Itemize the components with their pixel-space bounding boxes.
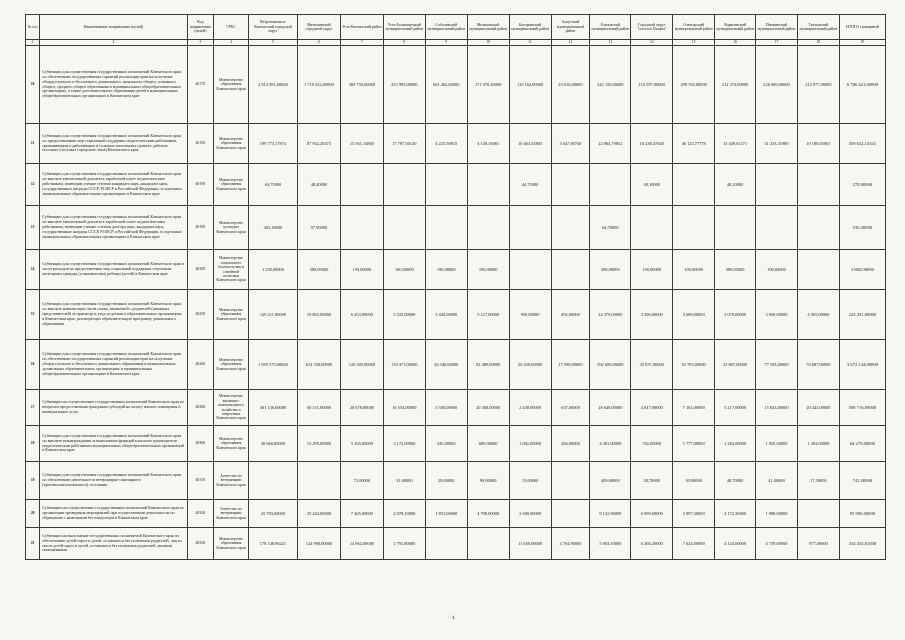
row-grbs: Министерство образования Камчатского края	[214, 290, 249, 340]
table-row	[26, 46, 886, 124]
row-number: 18	[26, 426, 40, 462]
value-cell	[756, 206, 798, 250]
value-cell: 48,10000	[715, 164, 756, 206]
value-cell: 199 773,17874	[248, 124, 297, 164]
budget-table	[25, 14, 886, 560]
table-row	[26, 462, 886, 500]
value-cell: 3 525,00000	[383, 290, 425, 340]
value-cell: 17 590,00000	[551, 340, 590, 390]
row-purpose: Субвенции для осуществления государственных полномочий Камчатского края по выплате вознаграждения за выполнение функций классного руководителя педагогическим работникам муниципальных общеобразовательных организаций в Камчатском крае	[40, 426, 187, 462]
value-cell: 31,00000	[383, 462, 425, 500]
row-purpose: Субвенции для осуществления государственных полномочий Камчатского края по обеспечению государственных гарантий реализации прав на получение общедоступного и бесплатного дошкольного образования в муниципальных дошкольных образовательных организациях и муниципальных общеобразовательных организациях в Камчатском крае	[40, 340, 187, 390]
value-cell: 13 449,61371	[715, 124, 756, 164]
value-cell: 4 149,16081	[467, 124, 509, 164]
table-body	[26, 46, 886, 560]
column-header: Тигильский муниципальный район	[797, 15, 839, 40]
value-cell: 1 777,00000	[673, 426, 715, 462]
value-cell	[673, 206, 715, 250]
value-cell: 82 480,00000	[467, 340, 509, 390]
value-cell: 3 672 144,00000	[839, 340, 885, 390]
value-cell	[340, 164, 383, 206]
value-cell: 5 217,00000	[715, 390, 756, 426]
table-row	[26, 426, 886, 462]
table-row	[26, 340, 886, 390]
value-cell: 1 002,00000	[509, 426, 551, 462]
value-cell: 25 783,00000	[248, 500, 297, 528]
column-header: Карагинский муниципальный район	[715, 15, 756, 40]
value-cell: 190,00000	[756, 250, 798, 290]
value-cell: 223 451,00000	[839, 290, 885, 340]
value-cell: 19 865,00000	[297, 290, 340, 340]
value-cell: 190,00000	[383, 250, 425, 290]
value-cell: 226 689,00000	[756, 46, 798, 124]
value-cell: 5 803,10000	[590, 528, 631, 560]
value-cell: 28,70000	[631, 462, 673, 500]
value-cell: 72,00000	[340, 462, 383, 500]
value-cell: 977,00000	[797, 528, 839, 560]
value-cell: 7 161,00000	[673, 390, 715, 426]
value-cell: 63 783,00000	[673, 340, 715, 390]
row-purpose: Субвенции для осуществления государственных полномочий Камчатского края по выплате ежемесячной доплаты к заработной плате педагогическим работникам, имеющим ученые степени доктора наук, кандидата наук, государственные награды СССР, РСФСР и Российской Федерации, в отдельных муниципальных образовательных организациях в Камчатском крае	[40, 206, 187, 250]
value-cell: 689,00000	[467, 426, 509, 462]
value-cell: 24 379,00000	[590, 290, 631, 340]
value-cell	[797, 250, 839, 290]
value-cell: 4 798,00000	[467, 500, 509, 528]
value-cell	[756, 164, 798, 206]
value-cell: 31 233,31980	[756, 124, 798, 164]
value-cell: 30 660,00000	[248, 426, 297, 462]
row-purpose: Субвенции на осуществление государственных полномочий Камчатского края по вопросам предоставления гражданам субсидий на оплату жилого помещения и коммунальных услуг	[40, 390, 187, 426]
row-purpose: Субвенции на осуществление государственных полномочий Камчатского края по организации проведения мероприятий при осуществлении деятельности по обращению с животными без владельцев в Камчатском крае	[40, 500, 187, 528]
value-cell	[467, 164, 509, 206]
row-purpose: Субвенции для осуществления государственных полномочий Камчатского края по выплате компенсации части платы, взимаемой с родителей (законных представителей) за присмотр и уход за детьми в образовательных организациях в Камчатском крае, реализующих образовательную программу дошкольного образования	[40, 290, 187, 340]
column-number: 7	[340, 40, 383, 46]
value-cell: 2 097,30000	[673, 500, 715, 528]
value-cell: 4 078,10000	[383, 500, 425, 528]
value-cell: 8 132,96000	[590, 500, 631, 528]
value-cell: 212 977,00000	[797, 46, 839, 124]
value-cell: 17 787,50140	[383, 124, 425, 164]
row-grbs: Министерство образования Камчатского края	[214, 426, 249, 462]
value-cell: 4 047,00000	[631, 390, 673, 426]
value-cell: 402,30000	[248, 206, 297, 250]
value-cell: 7 465,00000	[340, 500, 383, 528]
value-cell: 1 995 579,00000	[248, 340, 297, 390]
value-cell: 119 471,00000	[383, 340, 425, 390]
value-cell: 87 932,20475	[297, 124, 340, 164]
value-cell: 48,40000	[297, 164, 340, 206]
row-purpose: Субвенции для осуществления государственных полномочий Камчатского края по выплате ежемесячной доплаты к заработной плате педагогическим работникам, имеющим ученые степени кандидата наук, кандидата наук, государственных награды СССР, РСФСР и Российской Федерации, в отдельных муниципальных образовательных организациях в Камчатском крае	[40, 164, 187, 206]
value-cell: 60 131,00000	[297, 390, 340, 426]
value-cell	[673, 164, 715, 206]
row-code: 40250	[187, 290, 214, 340]
column-number: 6	[297, 40, 340, 46]
row-grbs: Министерство образования Камчатского края	[214, 528, 249, 560]
value-cell: 17,50000	[797, 462, 839, 500]
value-cell: 3 396,00000	[631, 290, 673, 340]
value-cell: 508 716,00000	[839, 390, 885, 426]
value-cell: 15 561,14865	[340, 124, 383, 164]
value-cell: 41,00000	[756, 462, 798, 500]
value-cell: 10 463,45803	[509, 124, 551, 164]
value-cell: 354 454,81838	[839, 528, 885, 560]
table-row	[26, 124, 886, 164]
column-header: Усть-Камчатский район	[340, 15, 383, 40]
value-cell: 5 500,00000	[425, 390, 467, 426]
value-cell: 492,00000	[551, 290, 590, 340]
value-cell: 380,00000	[590, 250, 631, 290]
value-cell: 64,75000	[248, 164, 297, 206]
value-cell: 64 279,00000	[839, 426, 885, 462]
value-cell: 14 962,00000	[340, 528, 383, 560]
value-cell: 2 438,00000	[509, 390, 551, 426]
row-number: 16	[26, 340, 40, 390]
value-cell: 171 970,40000	[467, 46, 509, 124]
row-grbs: Министерство образования Камчатского края	[214, 340, 249, 390]
column-header: Алеутский муниципальный район	[551, 15, 590, 40]
value-cell: 48,10000	[631, 164, 673, 206]
value-cell: 110 162,00000	[509, 46, 551, 124]
value-cell	[551, 250, 590, 290]
value-cell: 23 867,00000	[715, 340, 756, 390]
column-header: Петропавловск-Камчатский городской округ	[248, 15, 297, 40]
value-cell: 7 624,00000	[673, 528, 715, 560]
row-code: 40330	[187, 528, 214, 560]
column-number: 3	[187, 40, 214, 46]
value-cell: 4 905,00000	[797, 290, 839, 340]
value-cell	[715, 206, 756, 250]
value-cell: 20 678,00000	[340, 390, 383, 426]
column-number: 11	[509, 40, 551, 46]
value-cell	[425, 206, 467, 250]
value-cell: 6 786 421,00000	[839, 46, 885, 124]
row-grbs: Министерство образования Камчатского края	[214, 164, 249, 206]
row-number: 20	[26, 500, 40, 528]
value-cell	[551, 206, 590, 250]
column-number: 18	[797, 40, 839, 46]
column-number: 12	[551, 40, 590, 46]
value-cell: 43 937,00000	[631, 340, 673, 390]
header-row	[26, 15, 886, 40]
value-cell	[590, 164, 631, 206]
value-cell: 3 800,00000	[839, 250, 885, 290]
value-cell: 5 165,00000	[340, 426, 383, 462]
column-number: 17	[756, 40, 798, 46]
value-cell: 2 791,80000	[383, 528, 425, 560]
row-number: 21	[26, 528, 40, 560]
row-number: 17	[26, 390, 40, 426]
table-row	[26, 390, 886, 426]
value-cell: 380,00000	[715, 250, 756, 290]
value-cell: 212 374,00000	[715, 46, 756, 124]
value-cell: 46 123,77778	[673, 124, 715, 164]
column-number: 19	[839, 40, 885, 46]
value-cell: 702,00000	[631, 426, 673, 462]
row-purpose: Субвенции для осуществления государственных полномочий Камчатского края по обеспечению деятельности ветеринарно-санитарного (противоэпизоотического) состояния	[40, 462, 187, 500]
value-cell: 64,70000	[590, 206, 631, 250]
value-cell: 28 640,00000	[590, 390, 631, 426]
row-grbs: Агентство по ветеринарии Камчатского края	[214, 500, 249, 528]
column-header: Вилючинский городской округ	[297, 15, 340, 40]
column-header: Пенжинский муниципальный район	[756, 15, 798, 40]
value-cell: 4 225,50815	[425, 124, 467, 164]
value-cell: 1 988,00000	[756, 500, 798, 528]
value-cell: 3 949,00000	[756, 290, 798, 340]
row-purpose: Субвенции для осуществления государственных полномочий Камчатского края в части расходов на предоставление мер социальной поддержки отдельным категориям граждан (усыновителям) ребенка (детей) в Камчатском крае	[40, 250, 187, 290]
value-cell: 116 597,00000	[631, 46, 673, 124]
column-header: Наименование направления (целей)	[40, 15, 187, 40]
column-header: Елизовский муниципальный район	[590, 15, 631, 40]
value-cell: 25 443,00000	[297, 500, 340, 528]
value-cell: 190,00000	[673, 250, 715, 290]
column-header: Быстринский муниципальный район	[509, 15, 551, 40]
value-cell: 10 238,47640	[631, 124, 673, 164]
value-cell: 741,00000	[839, 462, 885, 500]
row-purpose: Субвенции на выполнение государственных полномочий Камчатского края по обеспечению детей-сирот и детей, оставшихся без попечения родителей, лиц из числа детей-сирот и детей, оставшихся без попечения родителей, жилыми помещениями	[40, 528, 187, 560]
value-cell	[509, 206, 551, 250]
value-cell: 43 616,00000	[551, 46, 590, 124]
row-code: 40300	[187, 426, 214, 462]
column-number: 10	[467, 40, 509, 46]
column-header: Городской округ "поселок Палана"	[631, 15, 673, 40]
row-grbs: Министерство культуры Камчатского края	[214, 206, 249, 250]
value-cell: 190,00000	[631, 250, 673, 290]
value-cell: 392 609,00000	[590, 340, 631, 390]
row-number: 11	[26, 124, 40, 164]
value-cell	[467, 528, 509, 560]
column-header: ГРБС	[214, 15, 249, 40]
table-row	[26, 206, 886, 250]
value-cell: 28,00000	[425, 462, 467, 500]
value-cell: 637,00000	[551, 390, 590, 426]
value-cell: 4 739,00000	[756, 528, 798, 560]
value-cell: 369 750,60000	[340, 46, 383, 124]
value-cell: 20 368,00000	[467, 390, 509, 426]
value-cell	[797, 206, 839, 250]
value-cell: 1 394,00000	[797, 426, 839, 462]
value-cell: 3 500,00000	[509, 500, 551, 528]
value-cell: 20 443,00000	[797, 390, 839, 426]
value-cell: 124 990,00000	[297, 528, 340, 560]
value-cell: 190,00000	[340, 250, 383, 290]
row-number: 12	[26, 164, 40, 206]
value-cell	[467, 206, 509, 250]
value-cell: 2 814 581,60000	[248, 46, 297, 124]
value-cell: 1 719 432,00000	[297, 46, 340, 124]
row-code: 40200	[187, 250, 214, 290]
row-code: 40190	[187, 164, 214, 206]
value-cell: 612 338,00000	[297, 340, 340, 390]
value-cell: 345,00000	[425, 426, 467, 462]
value-cell: 97,90000	[297, 206, 340, 250]
value-cell: 77 183,00000	[756, 340, 798, 390]
value-cell: 4 124,60000	[715, 528, 756, 560]
value-cell	[297, 462, 340, 500]
value-cell: 278,00000	[839, 164, 885, 206]
value-cell: 3 647,80746	[551, 124, 590, 164]
value-cell: 10 180,03001	[797, 124, 839, 164]
row-code: 40260	[187, 340, 214, 390]
column-number: 5	[248, 40, 297, 46]
row-number: 10	[26, 46, 40, 124]
value-cell: 1 330,00000	[248, 250, 297, 290]
value-cell: 536,30000	[839, 206, 885, 250]
value-cell: 3 440,00000	[425, 290, 467, 340]
table-row	[26, 290, 886, 340]
value-cell	[340, 206, 383, 250]
value-cell: 26 346,00000	[425, 340, 467, 390]
value-cell	[551, 164, 590, 206]
value-cell: 3 173,00000	[383, 426, 425, 462]
value-cell: 4 491,00000	[590, 426, 631, 462]
row-grbs: Министерство образования Камчатского края	[214, 124, 249, 164]
value-cell: 6 266,20000	[631, 528, 673, 560]
column-number: 16	[715, 40, 756, 46]
row-number: 19	[26, 462, 40, 500]
value-cell: 11 650,00000	[509, 528, 551, 560]
value-cell: 253 993,00000	[383, 46, 425, 124]
table-row	[26, 164, 886, 206]
value-cell: 1 853,00000	[425, 500, 467, 528]
row-code: 40280	[187, 390, 214, 426]
column-number: 14	[631, 40, 673, 46]
row-purpose: Субвенции для осуществления государственных полномочий Камчатского края по предоставлению мер социальной поддержки педагогическим работникам, проживающим и работающим в сельских населенных пунктах, рабочих поселках (поселках городского типа) Камчатского края	[40, 124, 187, 164]
value-cell: 30,90000	[673, 462, 715, 500]
value-cell: 380,00000	[297, 250, 340, 290]
value-cell: 342 150,00000	[590, 46, 631, 124]
row-grbs: Министерство социального благополучия и семейной политики Камчатского края	[214, 250, 249, 290]
column-header: Код направления (целей)	[187, 15, 214, 40]
value-cell: 6 453,90000	[340, 290, 383, 340]
value-cell: 53 687,00000	[797, 340, 839, 390]
page-number: 4	[452, 616, 455, 621]
value-cell: 126 305,00000	[340, 340, 383, 390]
column-number: 9	[425, 40, 467, 46]
column-header: Соболевский муниципальный район	[425, 15, 467, 40]
column-header: ИТОГО суммарный	[839, 15, 885, 40]
row-grbs: Министерство жилищно-коммунального хозяйства и энергетики Камчатского края	[214, 390, 249, 426]
row-code: 40320	[187, 500, 214, 528]
value-cell: 22 064,79852	[590, 124, 631, 164]
value-cell: 601 462,00000	[425, 46, 467, 124]
value-cell: 950,00000	[509, 290, 551, 340]
value-cell	[425, 164, 467, 206]
row-code: 40190	[187, 206, 214, 250]
column-header: № п/п	[26, 15, 40, 40]
row-number: 14	[26, 250, 40, 290]
table-row	[26, 528, 886, 560]
value-cell	[383, 206, 425, 250]
value-cell: 48,70000	[715, 462, 756, 500]
value-cell: 459 632,14341	[839, 124, 885, 164]
column-number: 15	[673, 40, 715, 46]
value-cell: 178 148,96221	[248, 528, 297, 560]
column-number: 4	[214, 40, 249, 46]
value-cell: 129 211,80000	[248, 290, 297, 340]
value-cell	[797, 500, 839, 528]
row-grbs: Министерство образования Камчатского края	[214, 46, 249, 124]
value-cell: 5 127,00000	[467, 290, 509, 340]
value-cell: 15,00000	[509, 462, 551, 500]
value-cell: 99,00000	[467, 462, 509, 500]
column-number: 1	[26, 40, 40, 46]
value-cell	[383, 164, 425, 206]
row-number: 13	[26, 206, 40, 250]
column-header: Усть-Большерецкий муниципальный район	[383, 15, 425, 40]
value-cell: 6 099,69000	[631, 500, 673, 528]
value-cell: 26 430,00000	[509, 340, 551, 390]
value-cell	[551, 500, 590, 528]
column-number: 2	[40, 40, 187, 46]
value-cell	[551, 462, 590, 500]
value-cell	[425, 528, 467, 560]
row-purpose: Субвенции для осуществления государственных полномочий Камчатского края по обеспечению государственных гарантий реализации прав на получение общедоступного и бесплатного дошкольного, начального общего, основного общего, среднего общего образования в муниципальных общеобразовательных организациях, а также дополнительного образования детей в муниципальных общеобразовательных организациях в Камчатском крае	[40, 46, 187, 124]
value-cell: 2 078,00000	[715, 290, 756, 340]
column-number: 8	[383, 40, 425, 46]
value-cell: 16 554,00000	[383, 390, 425, 426]
table-row	[26, 500, 886, 528]
table-row	[26, 250, 886, 290]
value-cell: 1 925,00000	[756, 426, 798, 462]
value-cell	[509, 250, 551, 290]
value-cell: 95 905,00000	[839, 500, 885, 528]
row-code: 40170	[187, 46, 214, 124]
value-cell: 190,00000	[467, 250, 509, 290]
value-cell: 4 172,30000	[715, 500, 756, 528]
value-cell: 298 702,00000	[673, 46, 715, 124]
value-cell: 15 843,00000	[756, 390, 798, 426]
row-code: 40310	[187, 462, 214, 500]
value-cell: 361 136,00000	[248, 390, 297, 426]
value-cell	[248, 462, 297, 500]
value-cell: 5 689,00000	[673, 290, 715, 340]
row-number: 15	[26, 290, 40, 340]
value-cell: 4 764,90000	[551, 528, 590, 560]
column-header: Олюторский муниципальный район	[673, 15, 715, 40]
row-code: 40150	[187, 124, 214, 164]
value-cell: 190,00000	[425, 250, 467, 290]
column-number: 13	[590, 40, 631, 46]
value-cell	[631, 206, 673, 250]
value-cell: 15 299,00000	[297, 426, 340, 462]
value-cell: 266,00000	[551, 426, 590, 462]
column-header: Мильковский муниципальный район	[467, 15, 509, 40]
value-cell	[797, 164, 839, 206]
value-cell: 1 284,00000	[715, 426, 756, 462]
value-cell: 409,00000	[590, 462, 631, 500]
row-grbs: Агентство по ветеринарии Камчатского края	[214, 462, 249, 500]
value-cell: 44,75000	[509, 164, 551, 206]
